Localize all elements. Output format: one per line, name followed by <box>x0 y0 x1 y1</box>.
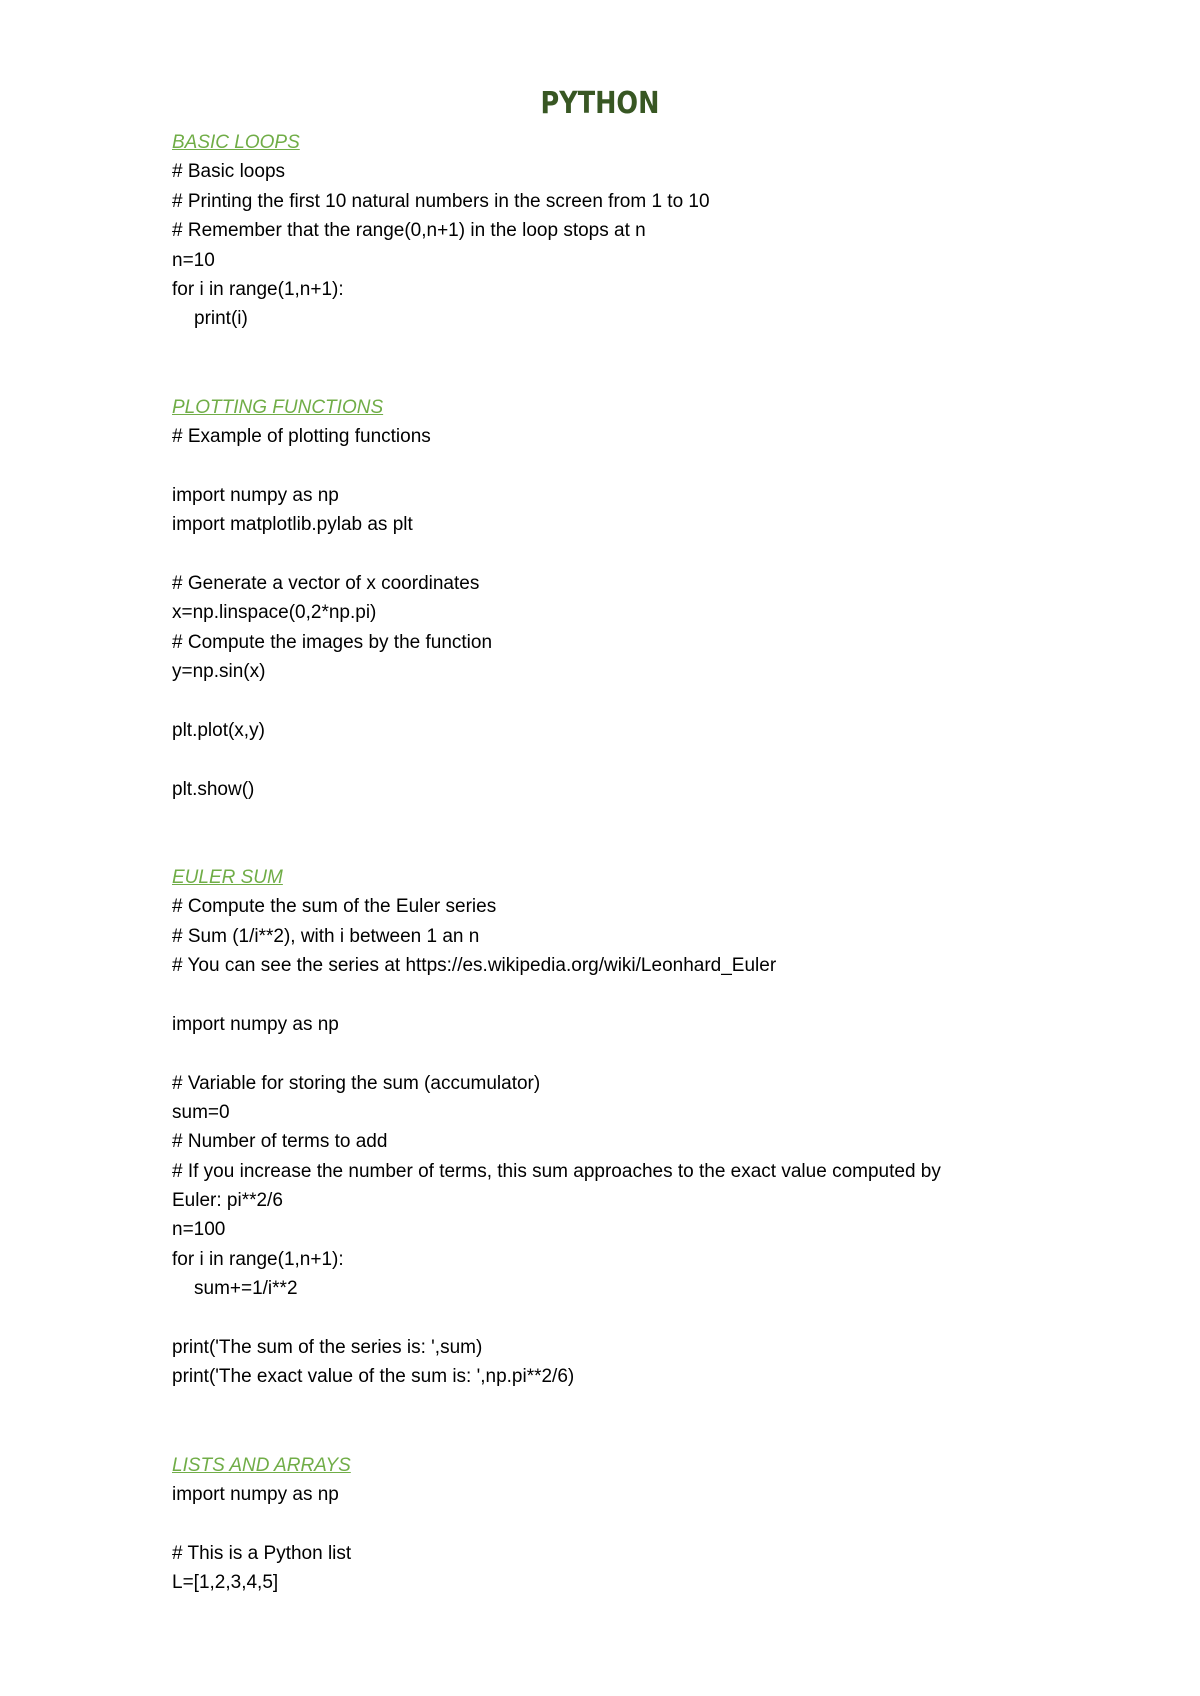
blank-line <box>172 1509 1072 1538</box>
document-body <box>172 128 1072 1598</box>
blank-line <box>172 686 1072 715</box>
code-line: import numpy as np <box>172 1483 339 1505</box>
code-line: import numpy as np <box>172 1013 339 1035</box>
code-line: # Variable for storing the sum (accumulator) <box>172 1072 541 1094</box>
code-line: # This is a Python list <box>172 1542 352 1564</box>
code-line: Euler: pi**2/6 <box>172 1190 283 1212</box>
code-line: # Generate a vector of x coordinates <box>172 572 480 594</box>
code-line-indented: sum+=1/i**2 <box>194 1278 298 1300</box>
code-line: for i in range(1,n+1): <box>172 1248 344 1270</box>
code-line: n=10 <box>172 249 215 271</box>
code-line: # Remember that the range(0,n+1) in the loop stops at n <box>172 220 646 242</box>
blank-line <box>172 1039 1072 1068</box>
code-line: # Printing the first 10 natural numbers in the screen from 1 to 10 <box>172 190 710 212</box>
code-line: # Example of plotting functions <box>172 425 431 447</box>
code-line: # Number of terms to add <box>172 1131 388 1153</box>
code-line: plt.show() <box>172 778 255 800</box>
code-line: sum=0 <box>172 1101 230 1123</box>
code-line: import numpy as np <box>172 484 339 506</box>
section-heading: PLOTTING FUNCTIONS <box>172 396 384 418</box>
code-line: # Compute the images by the function <box>172 631 493 653</box>
blank-line <box>172 334 1072 363</box>
blank-line <box>172 745 1072 774</box>
code-line: y=np.sin(x) <box>172 661 266 683</box>
blank-line <box>172 451 1072 480</box>
code-line: # Compute the sum of the Euler series <box>172 896 497 918</box>
code-line: # If you increase the number of terms, this sum approaches to the exact value computed by <box>172 1160 941 1182</box>
blank-line <box>172 1421 1072 1450</box>
blank-line <box>172 363 1072 392</box>
code-line: print('The sum of the series is: ',sum) <box>172 1337 483 1359</box>
section-heading: BASIC LOOPS <box>172 132 300 153</box>
code-line: # You can see the series at https://es.wikipedia.org/wiki/Leonhard_Euler <box>172 954 777 976</box>
code-line: # Basic loops <box>172 161 286 183</box>
code-line: plt.plot(x,y) <box>172 719 265 741</box>
code-line: print('The exact value of the sum is: ',np.pi**2/6) <box>172 1366 575 1388</box>
code-line: for i in range(1,n+1): <box>172 278 344 300</box>
section-heading: LISTS AND ARRAYS <box>172 1454 351 1476</box>
blank-line <box>172 980 1072 1009</box>
document-title: PYTHON <box>540 86 660 121</box>
code-line: n=100 <box>172 1219 226 1241</box>
code-line: import matplotlib.pylab as plt <box>172 514 413 536</box>
code-line-indented: print(i) <box>194 308 248 330</box>
blank-line <box>172 1392 1072 1421</box>
blank-line <box>172 539 1072 568</box>
blank-line <box>172 1304 1072 1333</box>
blank-line <box>172 833 1072 862</box>
code-line: L=[1,2,3,4,5] <box>172 1572 279 1594</box>
blank-line <box>172 804 1072 833</box>
code-line: x=np.linspace(0,2*np.pi) <box>172 602 377 624</box>
code-line: # Sum (1/i**2), with i between 1 an n <box>172 925 480 947</box>
section-heading: EULER SUM <box>172 866 283 888</box>
